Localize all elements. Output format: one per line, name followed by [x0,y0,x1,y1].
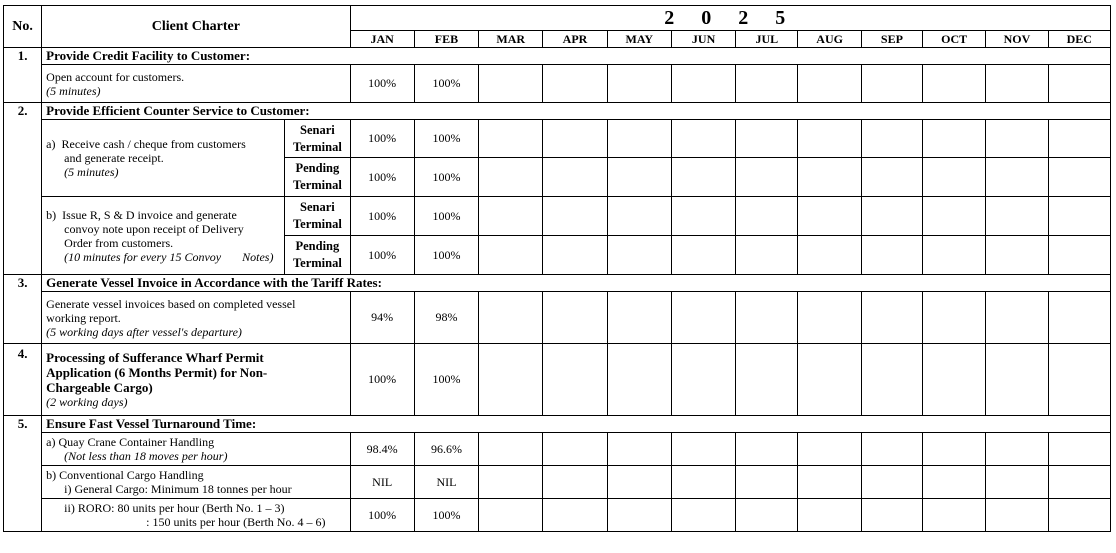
empty-cell [986,65,1048,103]
empty-cell [861,120,922,158]
empty-cell [479,344,543,416]
terminal-name: Senari [300,200,335,214]
empty-cell [923,197,986,236]
empty-cell [479,433,543,466]
section-2-title-row [4,103,1111,120]
empty-cell [1048,466,1110,499]
empty-cell [923,466,986,499]
section-4-number: 4. [4,344,42,416]
empty-cell [543,466,607,499]
empty-cell [798,292,861,344]
empty-cell [543,344,607,416]
month-jul: JUL [736,31,798,48]
empty-cell [923,499,986,532]
empty-cell [736,292,798,344]
time-limit-text: (5 minutes) [46,83,101,98]
table-row [4,120,1111,158]
description-text: a) Quay Crane Container Handling [46,435,215,449]
month-jan: JAN [350,31,414,48]
item-prefix: a) [46,137,56,151]
empty-cell [671,466,735,499]
section-2-title: Provide Efficient Counter Service to Customer: [42,103,1111,120]
empty-cell [543,65,607,103]
terminal-label [285,120,350,158]
empty-cell [607,158,671,197]
empty-cell [736,236,798,275]
empty-cell [736,65,798,103]
empty-cell [543,433,607,466]
description-text: convoy note upon receipt of Delivery [64,221,244,236]
empty-cell [736,197,798,236]
time-limit-text: (5 minutes) [64,165,119,179]
description-text: i) General Cargo: Minimum 18 tonnes per hour [64,482,292,496]
empty-cell [607,499,671,532]
empty-cell [798,344,861,416]
empty-cell [671,499,735,532]
value-jan: 100% [350,344,414,416]
value-feb: 100% [414,120,478,158]
empty-cell [986,466,1048,499]
header-year: 2 0 2 5 [350,6,1110,31]
empty-cell [671,344,735,416]
empty-cell [479,158,543,197]
empty-cell [671,433,735,466]
empty-cell [543,292,607,344]
empty-cell [923,433,986,466]
empty-cell [986,236,1048,275]
empty-cell [861,466,922,499]
description-text: Generate vessel invoices based on completed vessel [46,296,296,311]
empty-cell [1048,197,1110,236]
section-5a-description [42,433,350,466]
empty-cell [479,236,543,275]
section-2-number: 2. [4,103,42,275]
table-row [4,466,1111,499]
section-1-number: 1. [4,48,42,103]
table-row [4,292,1111,344]
terminal-label [285,197,350,236]
empty-cell [923,65,986,103]
terminal-suffix: Terminal [292,256,342,270]
description-line [46,208,280,222]
empty-cell [479,499,543,532]
section-2b-description [42,197,285,275]
empty-cell [479,292,543,344]
empty-cell [736,433,798,466]
table-row [4,65,1111,103]
empty-cell [736,158,798,197]
header-row-year [4,6,1111,31]
section-5b-description [42,466,350,499]
empty-cell [607,197,671,236]
month-nov: NOV [986,31,1048,48]
empty-cell [736,344,798,416]
month-feb: FEB [414,31,478,48]
section-3-title: Generate Vessel Invoice in Accordance with the Tariff Rates: [42,275,1111,292]
description-text: ii) RORO: 80 units per hour (Berth No. 1 – 3) [64,501,285,515]
table-row [4,197,1111,236]
value-jan: 100% [350,499,414,532]
terminal-name: Pending [295,161,340,175]
empty-cell [986,344,1048,416]
empty-cell [798,197,861,236]
empty-cell [1048,120,1110,158]
time-limit-text: (10 minutes for every 15 Convoy [64,249,222,264]
item-prefix: b) [46,207,57,222]
section-3-title-row [4,275,1111,292]
section-5-title-row [4,416,1111,433]
empty-cell [607,433,671,466]
terminal-name: Senari [300,122,335,137]
empty-cell [798,158,861,197]
value-jan: 100% [350,236,414,275]
empty-cell [861,197,922,236]
time-limit-text: (2 working days) [46,395,128,409]
empty-cell [923,236,986,275]
empty-cell [986,499,1048,532]
section-4-title: Application (6 Months Permit) for Non- [46,365,268,380]
empty-cell [607,466,671,499]
value-jan: 94% [350,292,414,344]
empty-cell [923,158,986,197]
terminal-suffix: Terminal [292,217,342,231]
empty-cell [798,120,861,158]
header-client-charter: Client Charter [42,6,350,48]
client-charter-table [3,5,1111,532]
description-line [46,137,280,151]
section-4-description [42,344,350,416]
description-text: Order from customers. [64,235,174,250]
empty-cell [1048,158,1110,197]
time-limit-text: Notes) [242,249,274,264]
empty-cell [861,499,922,532]
empty-cell [798,236,861,275]
time-limit-text: (5 working days after vessel's departure) [46,324,242,339]
section-5c-description [42,499,350,532]
empty-cell [736,120,798,158]
value-feb: 100% [414,344,478,416]
value-feb: NIL [414,466,478,499]
description-text: Open account for customers. [46,69,185,84]
value-feb: 96.6% [414,433,478,466]
empty-cell [479,65,543,103]
empty-cell [543,120,607,158]
empty-cell [479,197,543,236]
empty-cell [986,120,1048,158]
description-text: and generate receipt. [64,151,164,165]
month-apr: APR [543,31,607,48]
empty-cell [671,236,735,275]
table-row [4,344,1111,416]
value-jan: 100% [350,120,414,158]
table-row [4,499,1111,532]
month-jun: JUN [671,31,735,48]
empty-cell [986,292,1048,344]
month-dec: DEC [1048,31,1110,48]
section-4-title: Processing of Sufferance Wharf Permit [46,350,264,365]
value-jan: 98.4% [350,433,414,466]
empty-cell [1048,236,1110,275]
value-jan: NIL [350,466,414,499]
value-feb: 100% [414,158,478,197]
empty-cell [798,466,861,499]
section-1-title-row [4,48,1111,65]
empty-cell [479,120,543,158]
empty-cell [607,65,671,103]
empty-cell [861,344,922,416]
empty-cell [671,65,735,103]
empty-cell [607,236,671,275]
empty-cell [1048,292,1110,344]
empty-cell [736,499,798,532]
description-text: : 150 units per hour (Berth No. 4 – 6) [146,515,326,529]
time-limit-text: (Not less than 18 moves per hour) [64,449,228,463]
section-5-title: Ensure Fast Vessel Turnaround Time: [42,416,1111,433]
description-text: Receive cash / cheque from customers [61,137,246,151]
empty-cell [798,433,861,466]
empty-cell [986,158,1048,197]
terminal-label [285,158,350,197]
empty-cell [1048,433,1110,466]
value-jan: 100% [350,158,414,197]
month-sep: SEP [861,31,922,48]
empty-cell [861,292,922,344]
empty-cell [861,433,922,466]
empty-cell [479,466,543,499]
value-feb: 100% [414,236,478,275]
description-text: Issue R, S & D invoice and generate [62,207,237,222]
empty-cell [1048,499,1110,532]
empty-cell [861,158,922,197]
month-aug: AUG [798,31,861,48]
section-4-title: Chargeable Cargo) [46,380,153,395]
description-text: working report. [46,310,121,325]
empty-cell [607,344,671,416]
empty-cell [671,197,735,236]
empty-cell [607,292,671,344]
header-no: No. [4,6,42,48]
month-oct: OCT [923,31,986,48]
value-feb: 100% [414,197,478,236]
empty-cell [671,120,735,158]
section-2a-description [42,120,285,197]
empty-cell [861,236,922,275]
empty-cell [923,344,986,416]
value-jan: 100% [350,65,414,103]
month-may: MAY [607,31,671,48]
empty-cell [543,158,607,197]
empty-cell [543,499,607,532]
description-text: b) Conventional Cargo Handling [46,468,204,482]
empty-cell [543,197,607,236]
empty-cell [1048,344,1110,416]
empty-cell [798,65,861,103]
section-1-description [42,65,350,103]
section-5-number: 5. [4,416,42,532]
empty-cell [543,236,607,275]
empty-cell [986,433,1048,466]
empty-cell [986,197,1048,236]
section-3-description [42,292,350,344]
terminal-name: Pending [295,239,340,253]
table-row [4,433,1111,466]
value-jan: 100% [350,197,414,236]
empty-cell [736,466,798,499]
empty-cell [923,120,986,158]
empty-cell [671,158,735,197]
terminal-suffix: Terminal [292,139,342,154]
empty-cell [798,499,861,532]
empty-cell [671,292,735,344]
terminal-suffix: Terminal [292,178,342,192]
terminal-label [285,236,350,275]
section-3-number: 3. [4,275,42,344]
value-feb: 100% [414,65,478,103]
empty-cell [861,65,922,103]
month-mar: MAR [479,31,543,48]
value-feb: 100% [414,499,478,532]
empty-cell [607,120,671,158]
empty-cell [1048,65,1110,103]
empty-cell [923,292,986,344]
section-1-title: Provide Credit Facility to Customer: [42,48,1111,65]
value-feb: 98% [414,292,478,344]
